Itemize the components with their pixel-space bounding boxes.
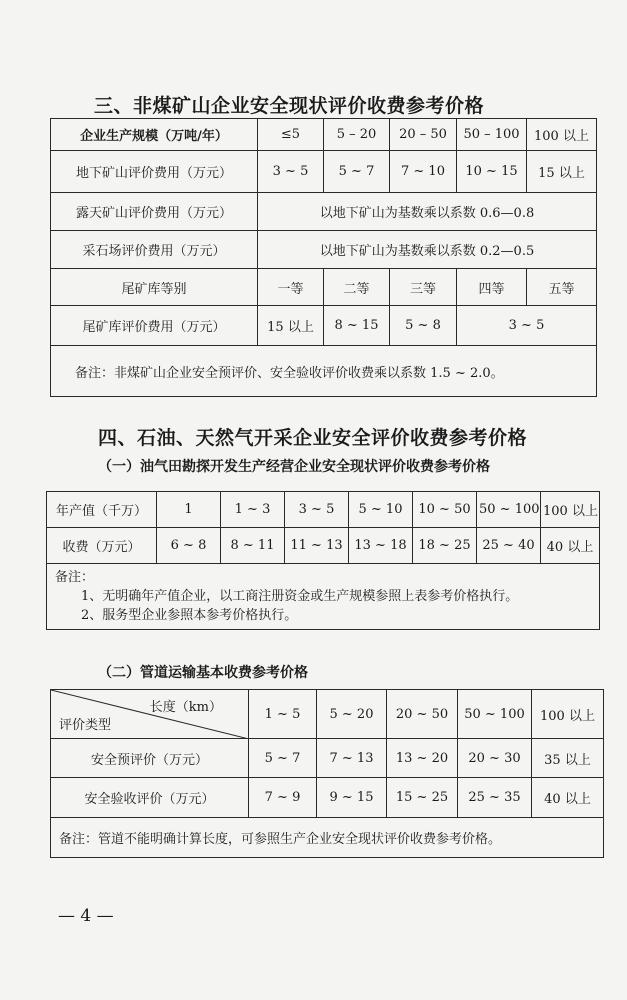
table-cell: 以地下矿山为基数乘以系数 0.2—0.5 [258, 231, 597, 269]
table-row [51, 119, 597, 151]
table-row [51, 151, 597, 193]
column-header: 100 以上 [532, 690, 604, 739]
table-cell: 三等 [390, 269, 457, 306]
table-cell: 1 [157, 492, 221, 528]
table-cell: 50 ~ 100 [477, 492, 541, 528]
section4-sub2-table [50, 689, 604, 858]
table-row [47, 492, 600, 528]
table-notes [47, 564, 600, 630]
table-row [51, 269, 597, 306]
table-cell: 年产值（千万） [47, 492, 157, 528]
table-row [47, 564, 600, 630]
table-cell: 25 ~ 35 [458, 778, 532, 818]
table-cell: 18 ~ 25 [413, 528, 477, 564]
table-note: 备注：非煤矿山企业安全预评价、安全验收评价收费乘以系数 1.5 ~ 2.0。 [51, 346, 597, 397]
table-row [47, 528, 600, 564]
table-cell: 9 ~ 15 [317, 778, 387, 818]
notes-heading: 备注： [55, 570, 95, 585]
table-cell: 7 ~ 13 [317, 739, 387, 778]
table-cell: 企业生产规模（万吨/年） [51, 119, 258, 151]
section3-title: 三、非煤矿山企业安全现状评价收费参考价格 [94, 95, 485, 117]
table-row [51, 193, 597, 231]
header-eval-type: 评价类型 [59, 718, 112, 733]
column-header: 50 ~ 100 [458, 690, 532, 739]
table-cell: 7 ~ 10 [390, 151, 457, 193]
table-cell: 25 ~ 40 [477, 528, 541, 564]
table-cell: 20 ~ 30 [458, 739, 532, 778]
table-cell: 10 ~ 15 [457, 151, 527, 193]
section4-sub2-title: （二）管道运输基本收费参考价格 [98, 665, 308, 681]
table-cell: 3 ~ 5 [457, 306, 597, 346]
table-cell: 安全验收评价（万元） [51, 778, 249, 818]
table-cell: 100 以上 [541, 492, 600, 528]
column-header: 20 ~ 50 [387, 690, 458, 739]
table-cell: 地下矿山评价费用（万元） [51, 151, 258, 193]
table-cell: 11 ~ 13 [285, 528, 349, 564]
note-item: 2、服务型企业参照本参考价格执行。 [81, 608, 298, 623]
table-row [51, 818, 604, 858]
table-cell: 采石场评价费用（万元） [51, 231, 258, 269]
table-cell: 15 以上 [258, 306, 324, 346]
table-cell: 15 ~ 25 [387, 778, 458, 818]
note-item: 1、无明确年产值企业，以工商注册资金或生产规模参照上表参考价格执行。 [81, 589, 519, 604]
column-header: 1 ~ 5 [249, 690, 317, 739]
table-row [51, 346, 597, 397]
table-cell: 露天矿山评价费用（万元） [51, 193, 258, 231]
table-cell: 5 ~ 7 [249, 739, 317, 778]
table-row [51, 231, 597, 269]
header-length: 长度（km） [149, 700, 222, 715]
table-cell: 15 以上 [527, 151, 597, 193]
table-cell: 13 ~ 20 [387, 739, 458, 778]
table-cell: 40 以上 [532, 778, 604, 818]
diagonal-header-cell [51, 690, 249, 739]
table-cell: 40 以上 [541, 528, 600, 564]
section4-title: 四、石油、天然气开采企业安全评价收费参考价格 [98, 427, 528, 449]
table-cell: 5 ~ 10 [349, 492, 413, 528]
section3-table [50, 118, 597, 397]
table-cell: 安全预评价（万元） [51, 739, 249, 778]
column-header: 5 ~ 20 [317, 690, 387, 739]
table-cell: 二等 [324, 269, 390, 306]
table-cell: 35 以上 [532, 739, 604, 778]
table-cell: 尾矿库评价费用（万元） [51, 306, 258, 346]
table-cell: 以地下矿山为基数乘以系数 0.6—0.8 [258, 193, 597, 231]
table-cell: 6 ~ 8 [157, 528, 221, 564]
section4-sub1-table [46, 491, 600, 630]
table-cell: 100 以上 [527, 119, 597, 151]
table-row [51, 306, 597, 346]
table-cell: 5 ~ 7 [324, 151, 390, 193]
table-cell: 四等 [457, 269, 527, 306]
table-cell: 13 ~ 18 [349, 528, 413, 564]
table-cell: 20 – 50 [390, 119, 457, 151]
section4-sub1-title: （一）油气田勘探开发生产经营企业安全现状评价收费参考价格 [98, 459, 490, 475]
table-cell: 7 ~ 9 [249, 778, 317, 818]
table-row [51, 690, 604, 739]
page-number: — 4 — [58, 906, 114, 926]
table-cell: 10 ~ 50 [413, 492, 477, 528]
table-cell: 3 ~ 5 [258, 151, 324, 193]
table-cell: ≤5 [258, 119, 324, 151]
table-cell: 5 – 20 [324, 119, 390, 151]
table-cell: 尾矿库等别 [51, 269, 258, 306]
table-note: 备注：管道不能明确计算长度，可参照生产企业安全现状评价收费参考价格。 [51, 818, 604, 858]
table-cell: 5 ~ 8 [390, 306, 457, 346]
table-cell: 3 ~ 5 [285, 492, 349, 528]
table-row [51, 778, 604, 818]
table-cell: 五等 [527, 269, 597, 306]
table-row [51, 739, 604, 778]
table-cell: 收费（万元） [47, 528, 157, 564]
table-cell: 8 ~ 15 [324, 306, 390, 346]
table-cell: 8 ~ 11 [221, 528, 285, 564]
table-cell: 1 ~ 3 [221, 492, 285, 528]
table-cell: 50 – 100 [457, 119, 527, 151]
table-cell: 一等 [258, 269, 324, 306]
